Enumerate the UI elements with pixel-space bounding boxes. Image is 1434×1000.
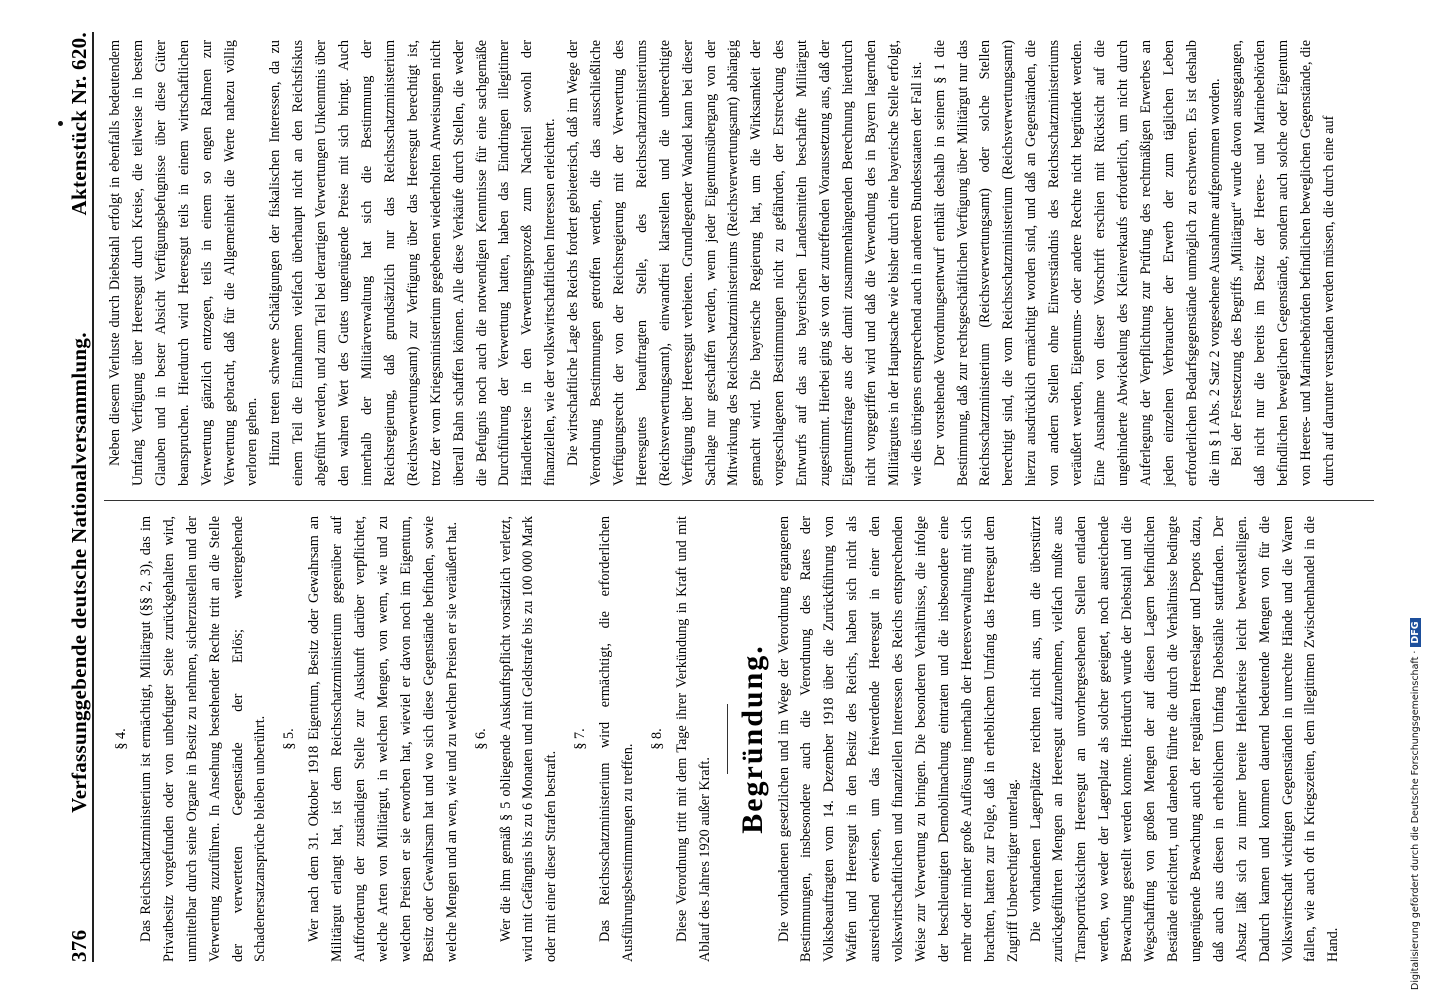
section-heading: § 7. bbox=[572, 728, 589, 750]
divider bbox=[727, 704, 728, 774]
paragraph: Bei der Festsetzung des Begriffs „Militärgut“ wurde davon ausgegangen, daß nicht nur die bereits im Besitz der Heeres- und Marinebehörden befindlichen beweglichen Gegenstände, sondern auch solche oder Eigentum von Heeres- und Marinebehörden befindlichen beweglichen Gegenstände, die durch auf darunter verstanden werden müssen, die durch eine auf bbox=[1229, 40, 1338, 486]
column-divider bbox=[104, 500, 1374, 501]
paragraph: Neben diesem Verluste durch Diebstahl erfolgt in ebenfalls bedeutendem Umfang Verfügung über Heeresgut durch Kreise, die teilweise in bestem Glauben und in bester Absicht Verfügungsbefugnisse über diese Güter beanspruchen. Hierdurch wird Heeresgut teils in einem wirtschaftlichen Verwertung gänzlich entzogen, teils in einem so engen Rahmen zur Verwertung gebracht, daß für die Allgemeinheit die Werte nahezu völlig verloren gehen. bbox=[107, 40, 261, 486]
paragraph: Die vorhandenen gesetzlichen und im Wege der Verordnung ergangenen Bestimmungen, insbesondere auch die Verordnung des Rates der Volksbeauftragten vom 14. Dezember 1918 über die Zurückführung von Waffen und Heeresgut in den Besitz des Reichs, haben sich nicht als ausreichend erwiesen, um das freiwerdende Heeresgut in einer den volkswirtschaftlichen und finanziellen Interessen des Reichs entsprechenden Weise zur Verwertung zu bringen. Die besonderen Verhältnisse, die infolge der beschleunigten Demobilmachung eintraten und die insbesondere eine mehr oder minder große Auflösung innerhalb der Heeresverwaltung mit sich brachten, hatten zur Folge, daß in erheblichem Umfang das Heeresgut dem Zugriff Unberechtigter unterlag. bbox=[775, 516, 1021, 962]
ink-dot bbox=[58, 121, 63, 126]
right-column bbox=[104, 40, 1341, 486]
paragraph: Die wirtschaftliche Lage des Reichs fordert gebieterisch, daß im Wege der Verordnung Bestimmungen getroffen werden, die das ausschließliche Verfügungsrecht der von der Reichsregierung mit der Verwertung des Heeresgutes beauftragten Stelle, des Reichsschatzministeriums (Reichsverwertungsamt), einwandfrei klarstellen und die unberechtigte Verfügung über Heeresgut verbieten. Grundlegender Wandel kann bei dieser Sachlage nur geschaffen werden, wenn jeder Eigentumsübergang von der Mitwirkung des Reichsschatzministeriums (Reichsverwertungsamt) abhängig gemacht wird. Die bayerische Regierung hat, um die Wirksamkeit der vorgeschlagenen Bestimmungen nicht zu gefährden, der Erstreckung des Entwurfs auf das aus bayerischen Landesmitteln beschaffte Militärgut zugestimmt. Hierbei ging sie von der zutreffenden Voraussetzung aus, daß der Eigentumsfrage aus der damit zusammenhängenden Berechnung hierdurch nicht vorgegriffen wird und daß die Verwendung des in Bayern lagernden Militärgutes in der Hauptsache wie bisher durch eine bayerische Stelle erfolgt, wie dies übrigens entsprechend auch in anderen Bundesstaaten der Fall ist. bbox=[565, 40, 925, 486]
page-header bbox=[52, 32, 94, 962]
section-heading: § 6. bbox=[472, 728, 489, 750]
paragraph: Die vorhandenen Lagerplätze reichten nicht aus, um die überstürzt zurückgeführten Mengen an Heeresgut aufzunehmen, vielfach mußte aus Transportrücksichten Heeresgut an unvorhergesehenen Stellen entladen werden, wo weder der Lagerplatz als solcher geeignet, noch ausreichende Bewachung gestellt werden konnte. Hierdurch wurde der Diebstahl und die Wegschaffung von großen Mengen der auf diesen Lagern befindlichen Bestände erleichtert, und daneben führte die durch die Verhältnisse bedingte ungenügende Bewachung auch der regulären Heereslager und Depots dazu, daß auch aus diesen in erheblichem Umfang Diebstähle stattfanden. Der Absatz läßt sich zu immer bereite Hehlerkreise leicht bewerkstelligen. Dadurch kamen und kommen dauernd bedeutende Mengen von für die Volkswirtschaft wichtigen Gegenständen in unrechte Hände und die Waren fallen, wie auch oft in Kriegszeiten, dem illegitimen Zwischenhandel in die Hand. bbox=[1027, 516, 1342, 962]
digitization-credit bbox=[1410, 10, 1424, 990]
credit-text: Digitalisierung gefördert durch die Deutsche Forschungsgemeinschaft · bbox=[1410, 650, 1421, 990]
paragraph: Hinzu treten schwere Schädigungen der fiskalischen Interessen, da zu einem Teil die Einnahmen vielfach überhaupt nicht an den Reichsfiskus abgeführt werden, und zum Teil bei derartigen Verwertungen Unkenntnis über den wahren Wert des Gutes ungenügende Preise mit sich bringt. Auch innerhalb der Militärverwaltung hat sich die Bestimmung der Reichsregierung, daß grundsätzlich nur das Reichsschatzministerium (Reichsverwertungsamt) zur Verfügung über das Heeresgut berechtigt ist, trotz der vom Kriegsministerium gegebenen wiederholten Anweisungen nicht überall Bahn schaffen können. Alle diese Verkäufe durch Stellen, die weder die Befugnis noch auch die notwendigen Kenntnisse für eine sachgemäße Durchführung der Verwertung hatten, haben das Eindringen illegitimer Händlerkreise in den Verwertungsprozeß zum Nachteil sowohl der finanziellen, wie der volkswirtschaftlichen Interessen erleichtert. bbox=[267, 40, 559, 486]
section-heading: § 4. bbox=[113, 728, 129, 750]
begruendung-heading: Begründung. bbox=[735, 644, 769, 834]
paragraph: Wer die ihm gemäß § 5 obliegende Auskunftspflicht vorsätzlich verletzt, wird mit Gefängnis bis zu 6 Monaten und mit Geldstrafe bis zu 100 000 Mark oder mit einer dieser Strafen bestraft. bbox=[497, 516, 560, 962]
left-column bbox=[104, 516, 1345, 962]
document-reference: Aktenstück Nr. 620. bbox=[67, 32, 91, 216]
dfg-logo: DFG bbox=[1410, 618, 1421, 646]
paragraph: Diese Verordnung tritt mit dem Tage ihrer Verkündung in Kraft und mit Ablauf des Jahres 1920 außer Kraft. bbox=[673, 516, 713, 962]
section-heading: § 5. bbox=[281, 728, 298, 750]
paragraph: Das Reichsschatzministerium ist ermächtigt, Militärgut (§§ 2, 3), das im Privatbesitz vorgefunden oder von unbefugter Seite zurückgehalten wird, unmittelbar durch seine Organe in Besitz zu nehmen, sicherzustellen und der Verwertung zuzuführen. In Ansehung bestehender Rechte tritt an die Stelle der verwerteten Gegenstände der Erlös; weitergehende Schadenersatzansprüche bleiben unberührt. bbox=[137, 516, 269, 962]
page-title: Verfassunggebende deutsche Nationalversammlung. bbox=[67, 332, 91, 813]
section-heading: § 8. bbox=[648, 728, 665, 750]
rotated-page bbox=[52, 32, 1392, 962]
paragraph: Das Reichsschatzministerium wird ermächtigt, die erforderlichen Ausführungsbestimmungen zu treffen. bbox=[597, 516, 637, 962]
paragraph: Der vorstehende Verordnungsentwurf enthält deshalb in seinem § 1 die Bestimmung, daß zur rechtsgeschäftlichen Verfügung über Militärgut nur das Reichsschatzministerium (Reichsverwertungsamt) oder solche Stellen berechtigt sind, die vom Reichsschatzministerium (Reichsverwertungsamt) hierzu ausdrücklich ermächtigt worden sind, und daß an Gegenständen, die von andern Stellen ohne Einverständnis des Reichsschatzministeriums veräußert werden, Eigentums- oder andere Rechte nicht begründet werden. Eine Ausnahme von dieser Vorschrift erschien mit Rücksicht auf die ungehinderte Abwickelung des Kleinverkaufs erforderlich, um nicht durch Auferlegung der Verpflichtung zur Prüfung des rechtmäßigen Erwerbes an jeden einzelnen Verbraucher der Erwerb der zum täglichen Leben erforderlichen Bedarfsgegenstände unmöglich zu erschweren. Es ist deshalb die im § 1 Abs. 2 Satz 2 vorgesehene Ausnahme aufgenommen worden. bbox=[931, 40, 1223, 486]
paragraph: Wer nach dem 31. Oktober 1918 Eigentum, Besitz oder Gewahrsam an Militärgut erlangt hat, ist dem Reichsschatzministerium gegenüber auf Aufforderung der zuständigen Stelle zur Auskunft darüber verpflichtet, welche Arten von Militärgut, in welchen Mengen, von wem, wie und zu welchen Preisen er sie erworben hat, wieviel er davon noch im Eigentum, Besitz oder Gewahrsam hat und wo sich diese Gegenstände befinden, sowie welche Mengen und an wen, wie und zu welchen Preisen er sie veräußert hat. bbox=[306, 516, 460, 962]
page-number: 376 bbox=[67, 929, 91, 962]
